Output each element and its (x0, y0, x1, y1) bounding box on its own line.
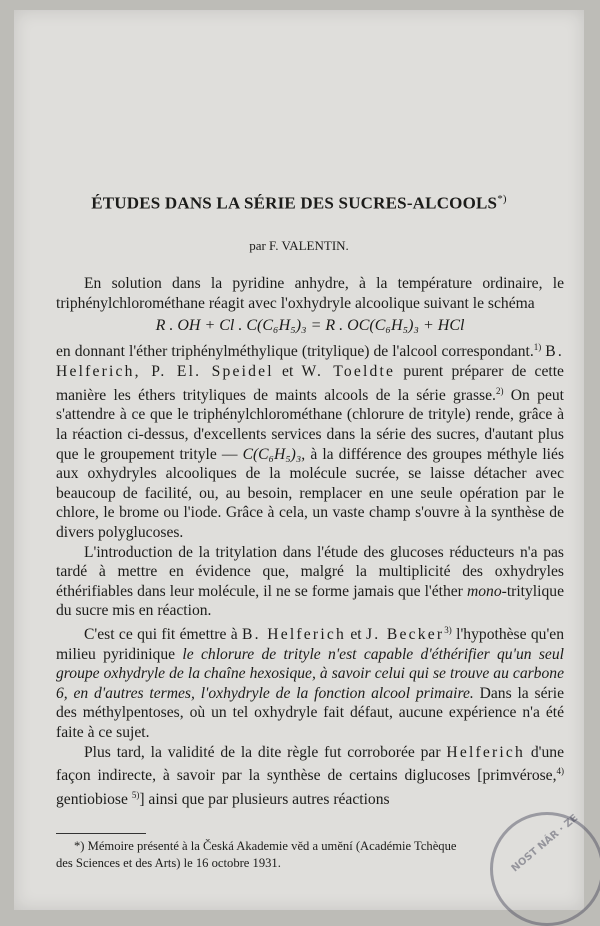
article-title: ÉTUDES DANS LA SÉRIE DES SUCRES-ALCOOLS*) (91, 193, 507, 213)
paragraph-2: L'introduction de la tritylation dans l'étude des glucoses réducteurs n'a pas tardé à mettre en évidence que, malgré la multiplicité des oxhydryles éthérifiables dans leur molécule, il ne se forme jamais que l'éther mono-tritylique du sucre mis en réaction. (56, 543, 564, 620)
title-footnote-mark: *) (497, 193, 507, 205)
author-name: W. Toeldte (301, 362, 396, 380)
inline-formula: C(C₆H₅)₃, (242, 445, 306, 463)
library-stamp (490, 812, 600, 926)
reaction-formula: R . OH + Cl . C(C₆H₅)₃ = R . OC(C₆H₅)₃ + HCl (155, 317, 465, 335)
paragraph-4: Plus tard, la validité de la dite règle fut corroborée par Helferich d'une façon indirecte, à savoir par la synthèse de certains diglucoses [primvérose,$^{4)}$ gentiobiose $^{5)}$] ainsi que par plusieurs autres réactions (56, 743, 564, 809)
author-line: par F. VALENTIN. (249, 238, 349, 253)
paragraph-3: C'est ce qui fit émettre à B. Helferich et J. Becker$^{3)}$ l'hypothèse qu'en milieu pyridinique le chlorure de trityle n'est capable d'éthérifier qu'un seul groupe oxhydryle de la chaîne hexosique, à savoir celui qui se trouve au carbone 6, en d'autres termes, l'oxhydryle de la fonction alcool primaire. Dans la série des méthylpentoses, où un tel oxhydryle fait défaut, aucune expérience n'a été faite à ce sujet. (56, 624, 565, 742)
document-page (14, 10, 584, 910)
article-body (56, 274, 564, 810)
paragraph-1: En solution dans la pyridine anhydre, à la température ordinaire, le triphénylchlorométhane réagit avec l'oxhydryle alcoolique suivant le schéma (56, 275, 564, 312)
footnote-divider (56, 833, 146, 834)
author-names: B. Helferich, P. El. Speidel (56, 343, 564, 380)
italic-hypothesis: le chlorure de trityle n'est capable d'éthérifier qu'un seul groupe oxhydryle de la chaîne hexosique, à savoir celui qui se trouve au carbone 6, en d'autres termes, l'oxhydryle de la fonction alcool primaire. (56, 645, 564, 702)
paragraph-1-continued: en donnant l'éther triphénylméthylique (tritylique) de l'alcool correspondant.$^{1)}$ B. Helferich, P. El. Speidel et W. Toeldte purent préparer de cette manière les éthers trityliques de maints alcools de la série grasse.$^{2)}$ On peut s'attendre à ce que le triphénylchlorométhane (chlorure de trityle) rende, grâce à la réaction ci-dessus, d'excellents services dans la série des sucres, d'autant plus que le groupement trityle — C(C₆H₅)₃, à la différence des groupes méthyle liés aux oxhydryles alcooliques de la molécule sucrée, se laisse détacher avec beaucoup de facilité, ou, au besoin, remplacer en une seule opération par le chlore, le brome ou l'iode. Grâce à cela, un vaste champ s'ouvre à la synthèse de divers polyglucoses. (56, 342, 565, 541)
library-stamp-text: NOST NÁR · ZE (509, 812, 581, 875)
footnote: *) Mémoire présenté à la Česká Akademie věd a umění (Académie Tchèque des Sciences et des Arts) le 16 octobre 1931. (56, 839, 457, 870)
